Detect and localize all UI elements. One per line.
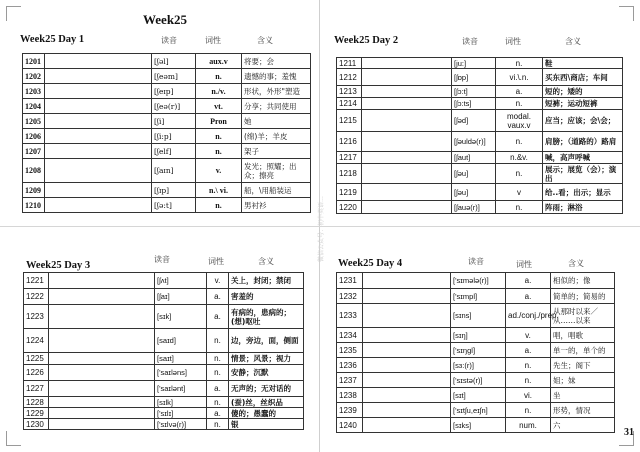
phonetic-cell: [ʃəu] — [452, 184, 496, 201]
word-cell — [362, 98, 452, 110]
word-cell — [45, 114, 152, 129]
meaning-cell: 给..看；出示；显示 — [543, 184, 623, 201]
pos-cell: a. — [506, 273, 551, 289]
table-row — [337, 201, 623, 214]
pos-cell: n.\ vi. — [196, 183, 242, 198]
crop-mark — [6, 6, 21, 21]
pos-cell: vi. — [506, 388, 551, 403]
phonetic-cell: [ʃəu] — [452, 164, 496, 184]
phonetic-cell: [sɪt] — [451, 388, 506, 403]
watermark: 微信公众号：初中英语… — [318, 195, 325, 262]
word-number: 1239 — [337, 403, 363, 418]
word-number: 1224 — [24, 329, 49, 353]
day-4-label: Week25 Day 4 — [338, 258, 403, 269]
pos-cell: v — [496, 184, 543, 201]
word-number: 1233 — [337, 304, 363, 328]
meaning-cell: 情景；风景；视力 — [229, 353, 304, 365]
meaning-cell: 短裤；运动短裤 — [543, 98, 623, 110]
table-row — [24, 381, 304, 397]
day-3-pos-header: 词性 — [208, 257, 224, 266]
table-row — [23, 144, 311, 159]
meaning-cell: 男衬衫 — [242, 198, 311, 213]
crop-mark — [6, 431, 21, 446]
meaning-cell: 展示；展览（会）；演出 — [543, 164, 623, 184]
table-row — [337, 418, 615, 433]
pos-cell: n. — [207, 365, 229, 381]
word-cell — [363, 343, 451, 358]
pos-cell: n.&v. — [496, 152, 543, 164]
word-number: 1237 — [337, 373, 363, 388]
meaning-cell: 无声的；无对话的 — [229, 381, 304, 397]
phonetic-cell: [ʃeə(r)] — [152, 99, 196, 114]
word-number: 1210 — [23, 198, 45, 213]
word-cell — [363, 304, 451, 328]
table-row — [24, 353, 304, 365]
meaning-cell: (蚕)丝，丝织品 — [229, 397, 304, 408]
word-number: 1203 — [23, 84, 45, 99]
word-cell — [49, 397, 155, 408]
word-number: 1214 — [337, 98, 362, 110]
word-number: 1231 — [337, 273, 363, 289]
word-cell — [362, 132, 452, 152]
table-row — [24, 419, 304, 430]
word-number: 1240 — [337, 418, 363, 433]
word-number: 1221 — [24, 273, 49, 289]
meaning-cell: 肩膀；（道路的）路肩 — [543, 132, 623, 152]
pos-cell: n. — [196, 144, 242, 159]
day-4-table — [336, 272, 615, 433]
pos-cell: n./v. — [196, 84, 242, 99]
table-row — [337, 403, 615, 418]
word-number: 1220 — [337, 201, 362, 214]
page-number: 31 — [624, 427, 634, 438]
meaning-cell: 架子 — [242, 144, 311, 159]
pos-cell: n. — [496, 98, 543, 110]
word-number: 1225 — [24, 353, 49, 365]
word-cell — [363, 418, 451, 433]
table-row — [337, 132, 623, 152]
pos-cell: modal. vaux.v — [496, 110, 543, 132]
meaning-cell: 短的；矮的 — [543, 86, 623, 98]
pos-cell: a. — [207, 408, 229, 419]
day-3-table — [23, 272, 304, 430]
day-4-pos-header: 词性 — [516, 260, 532, 269]
day-2-reading-header: 读音 — [462, 37, 478, 46]
day-3-reading-header: 读音 — [154, 255, 170, 264]
phonetic-cell: [ʃaɪn] — [152, 159, 196, 183]
pos-cell: a. — [506, 289, 551, 304]
table-row — [337, 328, 615, 343]
table-row — [337, 289, 615, 304]
word-cell — [45, 84, 152, 99]
meaning-cell: 遗憾的事；羞愧 — [242, 69, 311, 84]
word-cell — [363, 358, 451, 373]
word-cell — [362, 164, 452, 184]
pos-cell: v. — [207, 273, 229, 289]
phonetic-cell: [saɪt] — [155, 353, 207, 365]
table-row — [337, 164, 623, 184]
meaning-cell: 银 — [229, 419, 304, 430]
phonetic-cell: [ʃeɪp] — [152, 84, 196, 99]
day-2-table — [336, 57, 623, 214]
word-cell — [45, 159, 152, 183]
table-row — [337, 86, 623, 98]
pos-cell: n. — [506, 403, 551, 418]
table-row — [23, 114, 311, 129]
meaning-cell: 分享；共同使用 — [242, 99, 311, 114]
word-number: 1216 — [337, 132, 362, 152]
meaning-cell: 形势，情况 — [551, 403, 615, 418]
meaning-cell: 边，旁边，面，侧面 — [229, 329, 304, 353]
phonetic-cell: [ʃauə(r)] — [452, 201, 496, 214]
table-row — [23, 54, 311, 69]
meaning-cell: 害羞的 — [229, 289, 304, 305]
word-number: 1238 — [337, 388, 363, 403]
word-cell — [49, 329, 155, 353]
pos-cell: v. — [196, 159, 242, 183]
word-number: 1219 — [337, 184, 362, 201]
word-cell — [363, 328, 451, 343]
page-title: Week25 — [143, 12, 188, 27]
word-cell — [45, 198, 152, 213]
pos-cell: n. — [496, 201, 543, 214]
word-number: 1204 — [23, 99, 45, 114]
pos-cell: a. — [496, 86, 543, 98]
word-cell — [362, 201, 452, 214]
meaning-cell: 鞋 — [543, 58, 623, 69]
day-2-label: Week25 Day 2 — [334, 35, 399, 46]
day-3-meaning-header: 含义 — [258, 257, 274, 266]
phonetic-cell: [ʃi:p] — [152, 129, 196, 144]
table-row — [337, 184, 623, 201]
word-number: 1201 — [23, 54, 45, 69]
pos-cell: n. — [506, 358, 551, 373]
pos-cell: vi.\.n. — [496, 69, 543, 86]
table-row — [24, 289, 304, 305]
phonetic-cell: [sɪlk] — [155, 397, 207, 408]
table-row — [337, 358, 615, 373]
word-cell — [49, 408, 155, 419]
meaning-cell: 姐；妹 — [551, 373, 615, 388]
day-1-table — [22, 53, 311, 213]
meaning-cell: 发光；照耀；出众；擦亮 — [242, 159, 311, 183]
phonetic-cell: [sɪŋ] — [451, 328, 506, 343]
table-row — [337, 373, 615, 388]
pos-cell: n. — [196, 129, 242, 144]
word-number: 1215 — [337, 110, 362, 132]
table-row — [24, 329, 304, 353]
phonetic-cell: ['sɪstə(r)] — [451, 373, 506, 388]
meaning-cell: 她 — [242, 114, 311, 129]
word-cell — [45, 54, 152, 69]
word-number: 1235 — [337, 343, 363, 358]
meaning-cell: 买东西\商店；车间 — [543, 69, 623, 86]
meaning-cell: 阵雨；淋浴 — [543, 201, 623, 214]
pos-cell: a. — [207, 289, 229, 305]
meaning-cell: 有病的，患病的；(想)呕吐 — [229, 305, 304, 329]
pos-cell: vt. — [196, 99, 242, 114]
phonetic-cell: [ʃəuldə(r)] — [452, 132, 496, 152]
word-number: 1222 — [24, 289, 49, 305]
pos-cell: ad./conj./prep. — [506, 304, 551, 328]
pos-cell: n. — [196, 198, 242, 213]
word-number: 1223 — [24, 305, 49, 329]
phonetic-cell: [ʃi] — [152, 114, 196, 129]
meaning-cell: 船，\用船装运 — [242, 183, 311, 198]
pos-cell: n. — [506, 373, 551, 388]
word-number: 1207 — [23, 144, 45, 159]
table-row — [23, 84, 311, 99]
word-number: 1213 — [337, 86, 362, 98]
table-row — [337, 69, 623, 86]
word-number: 1209 — [23, 183, 45, 198]
phonetic-cell: [ʃʌt] — [155, 273, 207, 289]
word-number: 1218 — [337, 164, 362, 184]
pos-cell: n. — [207, 329, 229, 353]
phonetic-cell: [ʃə:t] — [152, 198, 196, 213]
pos-cell: n. — [207, 419, 229, 430]
meaning-cell: 将要；会 — [242, 54, 311, 69]
phonetic-cell: ['sɪmpl] — [451, 289, 506, 304]
table-row — [23, 159, 311, 183]
table-row — [24, 365, 304, 381]
word-cell — [45, 69, 152, 84]
table-row — [23, 183, 311, 198]
meaning-cell: 先生；阁下 — [551, 358, 615, 373]
word-cell — [49, 365, 155, 381]
word-number: 1226 — [24, 365, 49, 381]
word-cell — [49, 273, 155, 289]
word-number: 1230 — [24, 419, 49, 430]
phonetic-cell: ['sɪlɪ] — [155, 408, 207, 419]
word-number: 1228 — [24, 397, 49, 408]
phonetic-cell: [ʃəl] — [152, 54, 196, 69]
phonetic-cell: ['sɪŋgl] — [451, 343, 506, 358]
day-1-reading-header: 读音 — [161, 36, 177, 45]
meaning-cell: 单一的，单个的 — [551, 343, 615, 358]
word-cell — [363, 289, 451, 304]
phonetic-cell: [sɪk] — [155, 305, 207, 329]
table-row — [337, 273, 615, 289]
phonetic-cell: [ʃeəm] — [152, 69, 196, 84]
phonetic-cell: [ʃaɪ] — [155, 289, 207, 305]
pos-cell: num. — [506, 418, 551, 433]
word-number: 1227 — [24, 381, 49, 397]
word-number: 1208 — [23, 159, 45, 183]
table-row — [24, 408, 304, 419]
pos-cell: a. — [506, 343, 551, 358]
day-1-meaning-header: 含义 — [257, 36, 273, 45]
table-row — [24, 305, 304, 329]
meaning-cell: 唱，唱歌 — [551, 328, 615, 343]
word-number: 1232 — [337, 289, 363, 304]
table-row — [23, 129, 311, 144]
pos-cell: aux.v — [196, 54, 242, 69]
phonetic-cell: [ju:] — [452, 58, 496, 69]
meaning-cell: 相似的；像 — [551, 273, 615, 289]
pos-cell: v. — [506, 328, 551, 343]
phonetic-cell: ['saɪləns] — [155, 365, 207, 381]
meaning-cell: 简单的；简易的 — [551, 289, 615, 304]
word-number: 1212 — [337, 69, 362, 86]
meaning-cell: 坐 — [551, 388, 615, 403]
word-cell — [362, 58, 452, 69]
table-row — [24, 397, 304, 408]
word-number: 1236 — [337, 358, 363, 373]
crop-mark — [619, 6, 634, 21]
pos-cell: Pron — [196, 114, 242, 129]
day-4-meaning-header: 含义 — [568, 259, 584, 268]
word-number: 1205 — [23, 114, 45, 129]
phonetic-cell: [sɜ:(r)] — [451, 358, 506, 373]
pos-cell: a. — [207, 381, 229, 397]
pos-cell: a. — [207, 305, 229, 329]
word-cell — [362, 69, 452, 86]
word-cell — [45, 183, 152, 198]
pos-cell: n. — [496, 164, 543, 184]
word-number: 1234 — [337, 328, 363, 343]
table-row — [24, 273, 304, 289]
pos-cell: n. — [196, 69, 242, 84]
day-2-pos-header: 词性 — [505, 37, 521, 46]
word-number: 1217 — [337, 152, 362, 164]
meaning-cell: 从那时以来／从……以来 — [551, 304, 615, 328]
meaning-cell: 关上，封闭；禁闭 — [229, 273, 304, 289]
word-cell — [363, 273, 451, 289]
word-cell — [49, 419, 155, 430]
word-cell — [363, 403, 451, 418]
word-cell — [362, 86, 452, 98]
day-4-reading-header: 读音 — [468, 257, 484, 266]
phonetic-cell: [ʃɪp] — [152, 183, 196, 198]
pos-cell: n. — [496, 132, 543, 152]
meaning-cell: 安静；沉默 — [229, 365, 304, 381]
day-2-meaning-header: 含义 — [565, 37, 581, 46]
meaning-cell: (绵)羊；羊皮 — [242, 129, 311, 144]
word-cell — [45, 129, 152, 144]
phonetic-cell: ['sɪtʃu,eɪʃn] — [451, 403, 506, 418]
pos-cell: n. — [207, 353, 229, 365]
table-row — [337, 304, 615, 328]
table-row — [23, 99, 311, 114]
phonetic-cell: [ʃɔ:ts] — [452, 98, 496, 110]
word-number: 1206 — [23, 129, 45, 144]
phonetic-cell: [ʃaut] — [452, 152, 496, 164]
word-number: 1211 — [337, 58, 362, 69]
meaning-cell: 应当；应该；会\会； — [543, 110, 623, 132]
table-row — [337, 110, 623, 132]
table-row — [337, 388, 615, 403]
word-cell — [49, 289, 155, 305]
word-cell — [49, 381, 155, 397]
word-cell — [49, 353, 155, 365]
word-cell — [45, 99, 152, 114]
phonetic-cell: [ʃɔ:t] — [452, 86, 496, 98]
word-cell — [49, 305, 155, 329]
phonetic-cell: [ʃəd] — [452, 110, 496, 132]
phonetic-cell: ['saɪlənt] — [155, 381, 207, 397]
pos-cell: n. — [207, 397, 229, 408]
table-row — [23, 69, 311, 84]
phonetic-cell: [saɪd] — [155, 329, 207, 353]
phonetic-cell: ['sɪmələ(r)] — [451, 273, 506, 289]
word-cell — [362, 152, 452, 164]
meaning-cell: 形状，外形"塑造 — [242, 84, 311, 99]
day-1-pos-header: 词性 — [205, 36, 221, 45]
phonetic-cell: [sɪns] — [451, 304, 506, 328]
table-row — [23, 198, 311, 213]
meaning-cell: 傻的；愚蠢的 — [229, 408, 304, 419]
meaning-cell: 六 — [551, 418, 615, 433]
word-number: 1229 — [24, 408, 49, 419]
word-number: 1202 — [23, 69, 45, 84]
word-cell — [362, 184, 452, 201]
table-row — [337, 98, 623, 110]
pos-cell: n. — [496, 58, 543, 69]
phonetic-cell: ['sɪlvə(r)] — [155, 419, 207, 430]
meaning-cell: 喊，高声呼喊 — [543, 152, 623, 164]
table-row — [337, 152, 623, 164]
word-cell — [45, 144, 152, 159]
word-cell — [363, 373, 451, 388]
phonetic-cell: [sɪks] — [451, 418, 506, 433]
word-cell — [363, 388, 451, 403]
day-1-label: Week25 Day 1 — [20, 34, 85, 45]
table-row — [337, 58, 623, 69]
word-cell — [362, 110, 452, 132]
phonetic-cell: [ʃɒp] — [452, 69, 496, 86]
phonetic-cell: [ʃelf] — [152, 144, 196, 159]
day-3-label: Week25 Day 3 — [26, 260, 91, 271]
table-row — [337, 343, 615, 358]
